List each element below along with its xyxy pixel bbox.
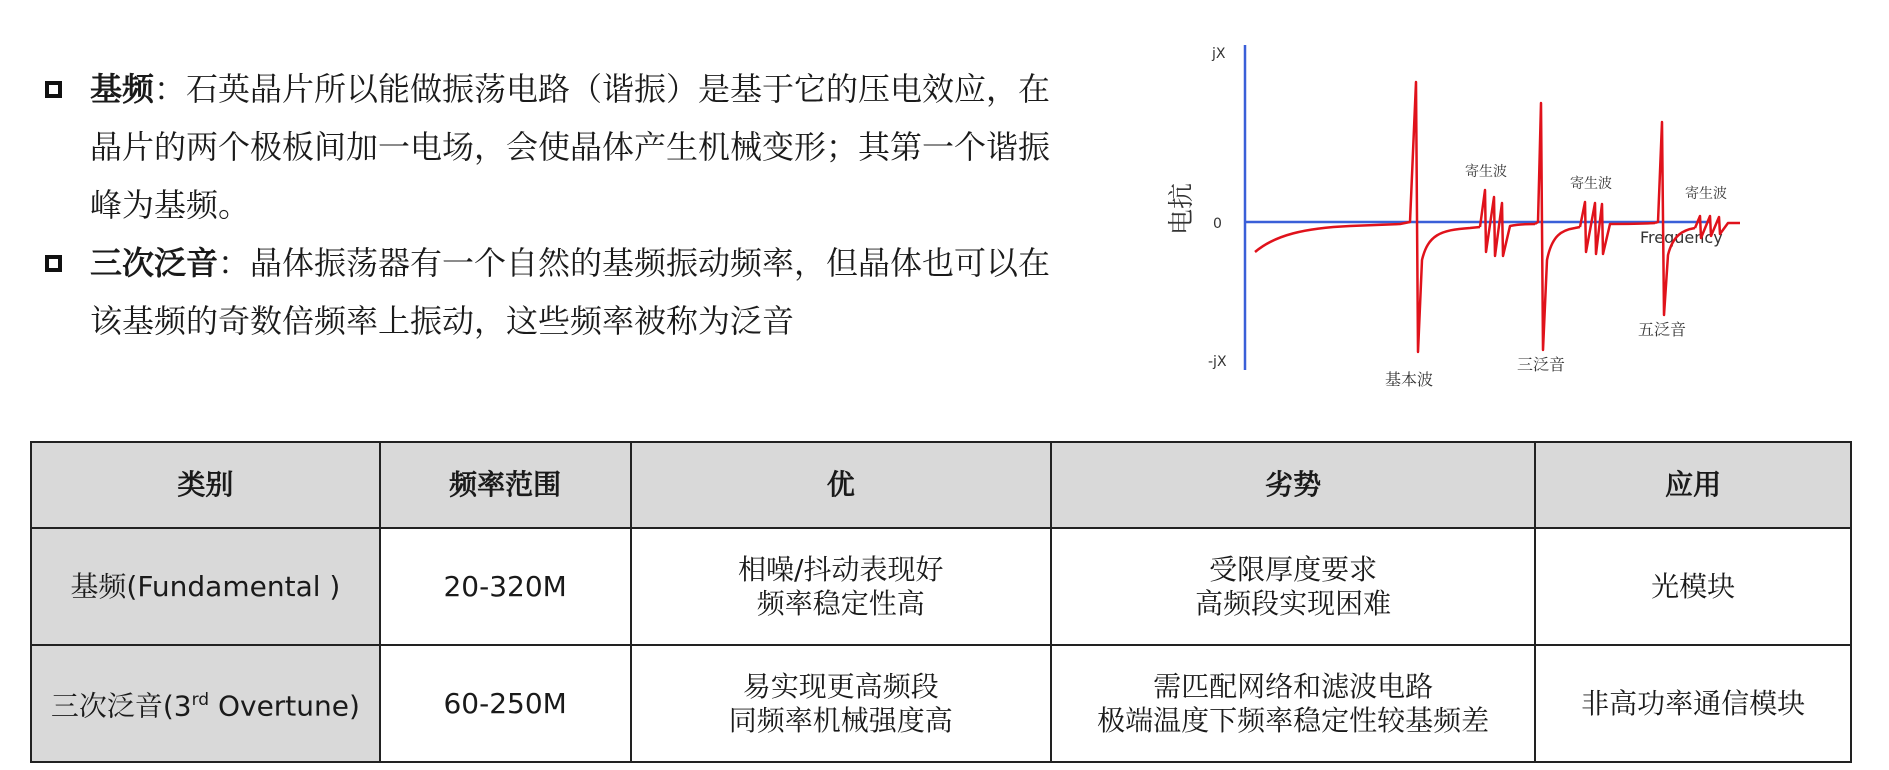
table-row xyxy=(31,645,1851,762)
square-bullet-icon xyxy=(45,255,62,272)
bullet-text: 该基频的奇数倍频率上振动，这些频率被称为泛音 xyxy=(90,302,795,340)
y-zero-label: 0 xyxy=(1213,216,1222,232)
third-overtone-resonance xyxy=(1535,103,1580,350)
advantage-line: 相噪/抖动表现好 xyxy=(738,552,944,586)
cell-advantages xyxy=(631,645,1051,762)
category-text: Overtune) xyxy=(209,689,360,723)
y-top-label: jX xyxy=(1212,46,1226,62)
cell-category xyxy=(31,645,380,762)
cell-disadvantages xyxy=(1051,645,1535,762)
bullet-text: 晶体振荡器有一个自然的基频振动频率，但晶体也可以在 xyxy=(250,244,1051,282)
cell-category: 基频(Fundamental ) xyxy=(31,528,380,645)
bullet-text: 峰为基频。 xyxy=(90,186,251,224)
x-axis-title: Frequency xyxy=(1640,228,1723,247)
disadvantage-line: 极端温度下频率稳定性较基频差 xyxy=(1097,703,1490,737)
bullet-overtone xyxy=(45,234,1065,350)
disadvantage-line: 需匹配网络和滤波电路 xyxy=(1153,669,1434,703)
cell-frequency: 20-320M xyxy=(380,528,631,645)
fifth-overtone-resonance xyxy=(1655,122,1695,315)
spurious-label: 寄生波 xyxy=(1685,186,1727,202)
reactance-figure xyxy=(1150,30,1740,390)
disadvantage-line: 受限厚度要求 xyxy=(1209,552,1378,586)
square-bullet-icon xyxy=(45,81,62,98)
cell-frequency: 60-250M xyxy=(380,645,631,762)
disadvantage-line: 高频段实现困难 xyxy=(1195,586,1392,620)
category-superscript: rd xyxy=(191,690,210,711)
bullet-term: 基频 xyxy=(90,70,155,108)
header-frequency-range: 频率范围 xyxy=(380,442,631,528)
bullet-separator: ： xyxy=(218,244,251,282)
header-advantages: 优 xyxy=(631,442,1051,528)
header-category: 类别 xyxy=(31,442,380,528)
cell-application: 非高功率通信模块 xyxy=(1535,645,1851,762)
header-application: 应用 xyxy=(1535,442,1851,528)
reactance-curve xyxy=(1255,82,1740,352)
cell-disadvantages xyxy=(1051,528,1535,645)
bullet-list xyxy=(45,60,1065,350)
cell-advantages xyxy=(631,528,1051,645)
spurious-label: 寄生波 xyxy=(1570,176,1612,192)
bullet-text: 石英晶片所以能做振荡电路（谐振）是基于它的压电效应，在 xyxy=(186,70,1051,108)
table-row xyxy=(31,528,1851,645)
y-bottom-label: -jX xyxy=(1208,354,1227,370)
cell-application: 光模块 xyxy=(1535,528,1851,645)
advantage-line: 易实现更高频段 xyxy=(742,669,939,703)
bullet-separator: ： xyxy=(154,70,187,108)
bullet-fundamental xyxy=(45,60,1065,234)
category-text: 三次泛音(3 xyxy=(50,689,192,723)
comparison-table xyxy=(30,441,1852,763)
table-header-row xyxy=(31,442,1851,528)
third-overtone-label: 三泛音 xyxy=(1517,355,1566,374)
bullet-term: 三次泛音 xyxy=(90,244,219,282)
bullet-text: 晶片的两个极板间加一电场，会使晶体产生机械变形；其第一个谐振 xyxy=(90,128,1051,166)
advantage-line: 同频率机械强度高 xyxy=(728,703,953,737)
fifth-overtone-label: 五泛音 xyxy=(1638,320,1687,339)
y-axis-title: 电抗 xyxy=(1167,182,1197,235)
reactance-plot xyxy=(1150,30,1740,390)
header-disadvantages: 劣势 xyxy=(1051,442,1535,528)
fundamental-resonance xyxy=(1255,82,1480,352)
spurious-label: 寄生波 xyxy=(1465,164,1507,180)
advantage-line: 频率稳定性高 xyxy=(756,586,925,620)
fundamental-label: 基本波 xyxy=(1385,370,1434,389)
